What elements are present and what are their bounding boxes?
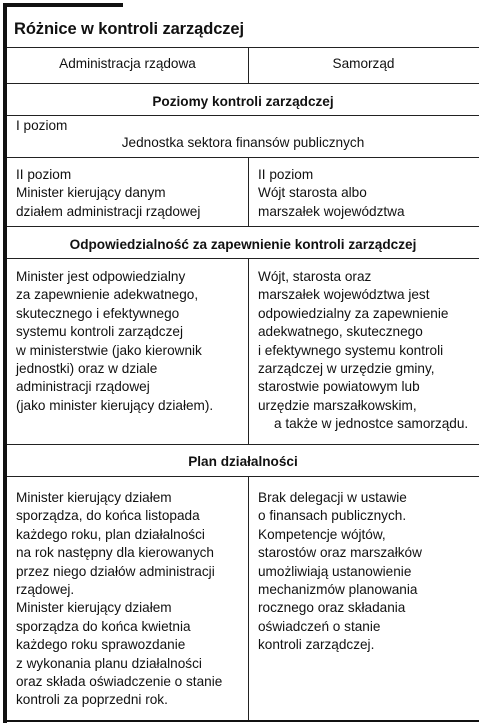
section-heading-levels: Poziomy kontroli zarządczej (152, 94, 334, 109)
text-line: w ministerstwie (jako kierownik (16, 342, 202, 358)
text-line: urzędzie marszałkowskim, (258, 397, 417, 413)
text-line: jednostki) oraz w dziale (16, 361, 158, 377)
text-line: sporządza, do końca listopada (16, 508, 200, 524)
bottom-frame-line (3, 720, 479, 722)
responsibility-right (258, 268, 468, 434)
divider (7, 226, 479, 227)
text-line: oświadczeń o stanie (258, 618, 381, 634)
divider (7, 83, 479, 84)
divider (7, 115, 479, 116)
text-line: rocznego oraz składania (258, 600, 406, 616)
level1-label: I poziom (16, 118, 68, 133)
column-header-self-government: Samorząd (332, 56, 395, 71)
text-line: (jako minister kierujący działem). (16, 397, 214, 413)
text-line: każdego roku, plan działalności (16, 526, 205, 542)
text-line: Minister jest odpowiedzialny (16, 269, 186, 284)
text-line: i efektywnego systemu kontroli (258, 342, 444, 358)
text-line: II poziom (16, 167, 72, 182)
text-line: kontroli za poprzedni rok. (16, 692, 168, 708)
text-line: oraz składa oświadczenie o stanie (16, 674, 223, 690)
top-frame-bar (3, 3, 123, 7)
text-line: rządowej. (16, 582, 75, 598)
column-divider (248, 258, 249, 444)
text-line: a także w jednostce samorządu. (274, 416, 469, 432)
text-line: mechanizmów planowania (258, 582, 418, 598)
text-line: odpowiedzialny za zapewnienie (258, 305, 449, 321)
text-line: Minister kierujący działem (16, 600, 172, 616)
column-divider (248, 157, 249, 226)
text-line: działem administracji rządowej (16, 203, 201, 219)
text-line: o finansach publicznych. (258, 508, 407, 524)
text-line: systemu kontroli zarządczej (16, 324, 183, 340)
divider (7, 476, 479, 477)
text-line: Wójt, starosta oraz (258, 269, 372, 284)
text-line: Minister kierujący danym (16, 185, 166, 201)
text-line: zarządczej w urzędzie gminy, (258, 361, 435, 377)
text-line: kontroli zarządczej. (258, 637, 375, 653)
text-line: Minister kierujący działem (16, 490, 172, 505)
section-heading-plan: Plan działalności (188, 454, 298, 469)
divider (7, 47, 479, 48)
text-line: skutecznego i efektywnego (16, 305, 180, 321)
divider (7, 444, 479, 445)
divider (7, 258, 479, 259)
text-line: każdego roku sprawozdanie (16, 637, 186, 653)
text-line: z wykonania planu działalności (16, 655, 202, 671)
text-line: adekwatnego, skutecznego (258, 324, 423, 340)
text-line: Wójt starosta albo (258, 185, 367, 201)
divider (7, 157, 479, 158)
text-line: Kompetencje wójtów, (258, 526, 386, 542)
responsibility-left (16, 268, 213, 415)
page-title: Różnice w kontroli zarządczej (14, 20, 244, 38)
column-header-government: Administracja rządowa (59, 56, 196, 71)
plan-right (258, 489, 422, 655)
text-line: umożliwiają ustanowienie (258, 563, 412, 579)
level2-right (258, 166, 405, 221)
level2-left (16, 166, 200, 221)
text-line: starostów oraz marszałków (258, 545, 422, 561)
text-line: za zapewnienie adekwatnego, (16, 287, 199, 303)
text-line: przez niego działów administracji (16, 563, 215, 579)
text-line: starostwie powiatowym lub (258, 379, 420, 395)
section-heading-responsibility: Odpowiedzialność za zapewnienie kontroli zarządczej (69, 237, 417, 252)
text-line: marszałek województwa (258, 203, 405, 219)
level1-text: Jednostka sektora finansów publicznych (121, 135, 365, 150)
column-divider (248, 476, 249, 720)
text-line: administracji rządowej (16, 379, 150, 395)
plan-left (16, 489, 222, 710)
text-line: na rok następny dla kierowanych (16, 545, 214, 561)
text-line: II poziom (258, 167, 314, 182)
text-line: sporządza do końca kwietnia (16, 618, 191, 634)
text-line: Brak delegacji w ustawie (258, 490, 407, 505)
text-line: marszałek województwa jest (258, 287, 430, 303)
